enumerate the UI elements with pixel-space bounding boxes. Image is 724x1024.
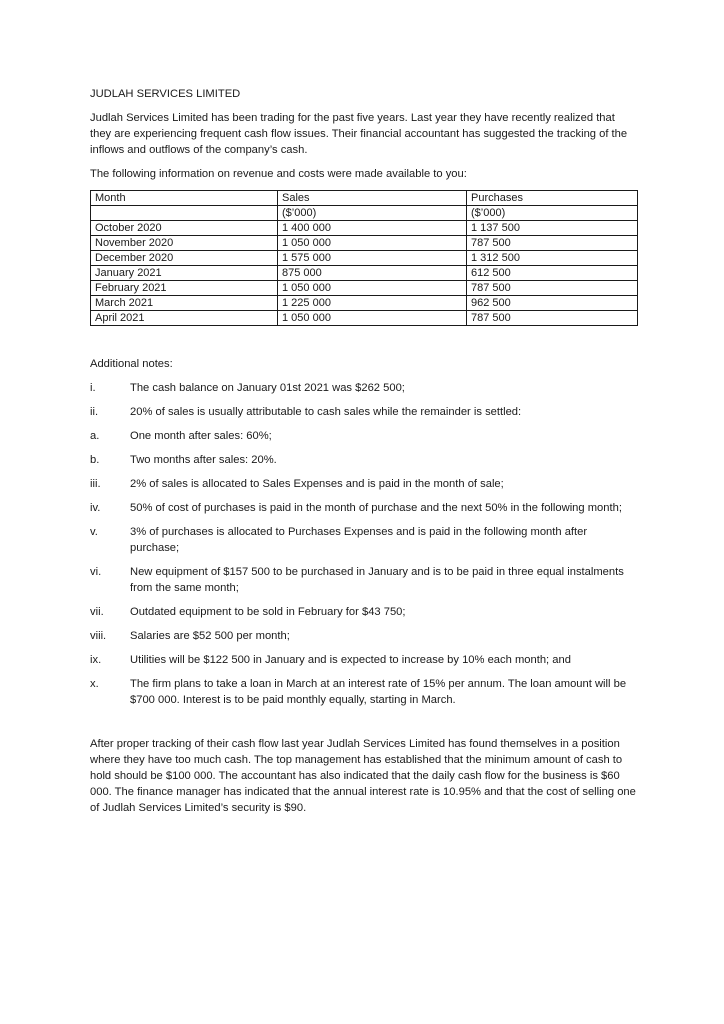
note-text: Utilities will be $122 500 in January and is expected to increase by 10% each month; and [130,654,571,666]
note-text: 50% of cost of purchases is paid in the month of purchase and the next 50% in the following month; [130,502,622,514]
note-item [90,524,638,556]
cell-month: March 2021 [91,296,278,311]
note-number: iii. [90,478,101,490]
document-page [90,86,638,824]
note-item [90,500,638,516]
note-text: One month after sales: 60%; [130,430,272,442]
note-item [90,676,638,708]
cell-month: November 2020 [91,236,278,251]
note-number: a. [90,430,100,442]
notes-heading: Additional notes: [90,358,173,370]
table-row [91,236,638,251]
note-number: v. [90,526,98,538]
header-month: Month [91,191,278,206]
table-header-row [91,191,638,206]
note-item [90,628,638,644]
table-row [91,311,638,326]
cell-sales: 1 050 000 [278,311,467,326]
note-number: vi. [90,566,102,578]
cell-sales: 1 400 000 [278,221,467,236]
note-item [90,652,638,668]
note-item [90,404,638,420]
cell-month: April 2021 [91,311,278,326]
note-text: 2% of sales is allocated to Sales Expenses and is paid in the month of sale; [130,478,504,490]
table-row [91,221,638,236]
note-item [90,476,638,492]
note-number: i. [90,382,96,394]
note-item [90,452,638,468]
table-row [91,251,638,266]
header-sales: Sales [278,191,467,206]
cell-sales: 1 225 000 [278,296,467,311]
cell-month: December 2020 [91,251,278,266]
table-row [91,266,638,281]
note-item [90,380,638,396]
cell-sales: 1 575 000 [278,251,467,266]
unit-sales: ($’000) [278,206,467,221]
cell-purchases: 787 500 [467,236,638,251]
table-row [91,296,638,311]
note-number: vii. [90,606,104,618]
unit-purchases: ($’000) [467,206,638,221]
note-number: iv. [90,502,101,514]
cell-purchases: 962 500 [467,296,638,311]
note-item [90,564,638,596]
note-number: viii. [90,630,107,642]
note-text: 20% of sales is usually attributable to cash sales while the remainder is settled: [130,406,522,418]
note-number: b. [90,454,100,466]
closing-paragraph: After proper tracking of their cash flow last year Judlah Services Limited has found themselves in a position where they have too much cash. The top management has established that the minimum amount of cash to hold should be $100 000. The accountant has also indicated that the daily cash flow for the business is $60 000. The finance manager has indicated that the annual interest rate is 10.95% and that the cost of selling one of Judlah Services Limited’s security is $90. [90,738,636,814]
note-text: The firm plans to take a loan in March at an interest rate of 15% per annum. The loan amount will be $700 000. Interest is to be paid monthly equally, starting in March. [130,678,627,706]
note-text: New equipment of $157 500 to be purchased in January and is to be paid in three equal instalments from the same month; [130,566,624,594]
notes-list [90,380,638,708]
note-text: 3% of purchases is allocated to Purchases Expenses and is paid in the following month after purchase; [130,526,588,554]
cell-sales: 1 050 000 [278,236,467,251]
cell-purchases: 1 137 500 [467,221,638,236]
note-text: The cash balance on January 01st 2021 was $262 500; [130,382,405,394]
cell-purchases: 612 500 [467,266,638,281]
cell-sales: 1 050 000 [278,281,467,296]
cell-month: January 2021 [91,266,278,281]
cell-purchases: 787 500 [467,281,638,296]
note-text: Two months after sales: 20%. [130,454,277,466]
lead-in-paragraph: The following information on revenue and costs were made available to you: [90,168,467,180]
cell-purchases: 787 500 [467,311,638,326]
document-title: JUDLAH SERVICES LIMITED [90,88,241,100]
note-item [90,428,638,444]
intro-paragraph: Judlah Services Limited has been trading for the past five years. Last year they have recently realized that they are experiencing frequent cash flow issues. Their financial accountant has suggested the tracking of the inflows and outflows of the company’s cash. [90,112,628,156]
note-number: ix. [90,654,102,666]
revenue-cost-table [90,190,638,326]
table-units-row [91,206,638,221]
cell-month: October 2020 [91,221,278,236]
note-number: x. [90,678,99,690]
cell-month: February 2021 [91,281,278,296]
table-row [91,281,638,296]
cell-sales: 875 000 [278,266,467,281]
note-item [90,604,638,620]
note-text: Outdated equipment to be sold in February for $43 750; [130,606,406,618]
header-purchases: Purchases [467,191,638,206]
note-number: ii. [90,406,99,418]
unit-month [91,206,278,221]
cell-purchases: 1 312 500 [467,251,638,266]
note-text: Salaries are $52 500 per month; [130,630,290,642]
